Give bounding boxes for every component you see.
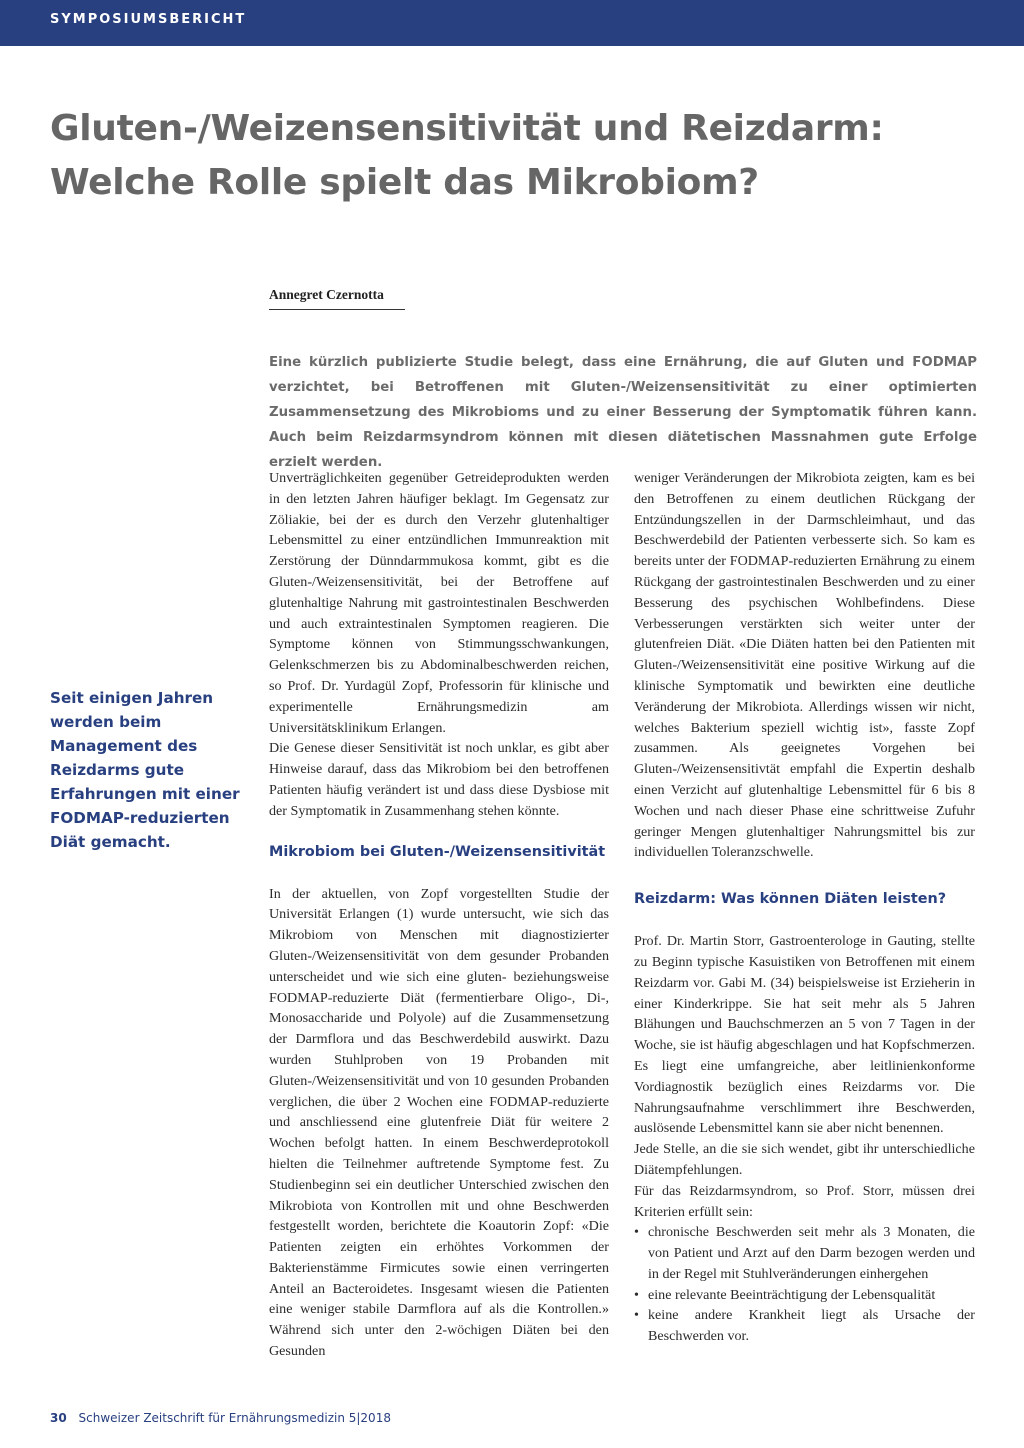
paragraph: Für das Reizdarmsyndrom, so Prof. Storr, müssen drei Kriterien erfüllt sein:	[634, 1182, 975, 1220]
list-item: • eine relevante Beeinträchtigung der Lebensqualität	[634, 1285, 975, 1306]
paragraph: In der aktuellen, von Zopf vorgestellten Studie der Universität Erlangen (1) wurde untersucht, wie sich das Mikrobiom von Menschen mit diagnostizierter Gluten-/Weizensensitivität von dem gesunder Probanden unterscheidet und wie sich eine gluten- beziehungsweise FODMAP-reduzierte Diät (fermentierbare Oligo-, Di-, Monosaccharide und Polyole) auf die Zusammensetzung der Darmflora und das Beschwerdebild auswirkt. Dazu wurden Stuhlproben von 19 Probanden mit Gluten-/Weizensensitivität und von 10 gesunden Probanden verglichen, die über 2 Wochen eine FODMAP-reduzierte und anschliessend eine glutenfreie Diät für weitere 2 Wochen befolgt hatten. In einem Beschwerdeprotokoll hielten die Teilnehmer auftretende Symptome fest. Zu Studienbeginn sei ein deutlicher Unterschied zwischen den Mikrobiota von Kontrollen mit und ohne Beschwerden festgestellt worden, berichtete die Koautorin Zopf: «Die Patienten zeigten ein erhöhtes Vorkommen der Bakterienstämme Firmicutes sowie einen verringerten Anteil an Bacteroidetes. Insgesamt wiesen die Patienten eine weniger stabile Darmflora auf als die Kontrollen.» Während sich unter den 2-wöchigen Diäten bei den Gesunden	[269, 885, 609, 1360]
paragraph: Die Genese dieser Sensitivität ist noch unklar, es gibt aber Hinweise darauf, dass das Mikrobiom bei den betroffenen Patienten häufig verändert ist und dass diese Dysbiose mit der Symptomatik in Zusammenhang stehen könnte.	[269, 740, 609, 819]
journal-name: Schweizer Zeitschrift für Ernährungsmedizin 5|2018	[78, 1411, 391, 1425]
pull-quote: Seit einigen Jahren werden beim Management des Reizdarms gute Erfahrungen mit einer FODMAP-reduzierten Diät gemacht.	[50, 689, 240, 851]
paragraph: weniger Veränderungen der Mikrobiota zeigten, kam es bei den Betroffenen zu einem deutlichen Rückgang der Entzündungszellen in der Darmschleimhaut, und das Beschwerdebild der Patienten verbesserte sich. So kam es bereits unter der FODMAP-reduzierten Ernährung zu einem Rückgang der gastrointestinalen Beschwerden und zu einer Besserung des psychischen Wohlbefindens. Diese Verbesserungen verstärkten sich weiter unter der glutenfreien Diät. «Die Diäten hatten bei den Patienten mit Gluten-/Weizensensitivität eine positive Wirkung auf die klinische Symptomatik und bewirkten eine deutliche Veränderung der Mikrobiota. Allerdings wissen wir nicht, welches Bakterium speziell wichtig ist», fasste Zopf zusammen. Als geeignetes Vorgehen bei Gluten-/Weizensensitivtät empfahl die Expertin deshalb einen Verzicht auf glutenhaltige Lebensmittel für 6 bis 8 Wochen und nach dieser Phase eine schrittweise Zufuhr geringer Mengen glutenhaltiger Nahrungsmittel bis zur individuellen Toleranzschwelle.	[634, 470, 975, 861]
right-text-column	[634, 468, 975, 1347]
header-bar	[0, 0, 1024, 46]
article-lead: Eine kürzlich publizierte Studie belegt, dass eine Ernährung, die auf Gluten und FODMAP verzichtet, bei Betroffenen mit Gluten-/Weizensensitivität zu einer optimierten Zusammensetzung des Mikrobioms und zu einer Besserung der Symptomatik führen kann. Auch beim Reizdarmsyndrom können mit diesen diätetischen Massnahmen gute Erfolge erzielt werden.	[269, 355, 977, 470]
paragraph: Prof. Dr. Martin Storr, Gastroenterologe in Gauting, stellte zu Beginn typische Kasuistiken von Betroffenen mit einem Reizdarm vor. Gabi M. (34) beispielsweise ist Erzieherin in einer Kinderkrippe. Sie hat seit mehr als 5 Jahren Blähungen und Bauchschmerzen an 5 von 7 Tagen in der Woche, sie ist häufig abgeschlagen und hat Kopfschmerzen. Es liegt eine umfangreiche, aber leitlinienkonforme Vordiagnostik bezüglich eines Reizdarms vor. Die Nahrungsaufnahme verschlimmert ihre Beschwerden, auslösende Lebensmittel kann sie aber nicht benennen.	[634, 933, 975, 1137]
section-heading: Mikrobiom bei Gluten-/Weizensensitivität	[269, 843, 606, 860]
left-text-column	[269, 468, 609, 1362]
paragraph: Unverträglichkeiten gegenüber Getreideprodukten werden in den letzten Jahren häufiger beklagt. Im Gegensatz zur Zöliakie, bei der es durch den Verzehr glutenhaltiger Lebensmittel zu einer entzündlichen Immunreaktion mit Zerstörung der Dünndarmmukosa kommt, gibt es die Gluten-/Weizensensitivität, bei der Betroffene auf glutenhaltige Nahrung mit gastrointestinalen Beschwerden und auch extraintestinalen Symptomen reagieren. Die Symptome können von Stimmungsschwankungen, Gelenkschmerzen bis zu Abdominalbeschwerden reichen, so Prof. Dr. Yurdagül Zopf, Professorin für klinische und experimentelle Ernährungsmedizin am Universitätsklinikum Erlangen.	[269, 470, 609, 736]
list-item: • keine andere Krankheit liegt als Ursache der Beschwerden vor.	[634, 1305, 975, 1347]
page-number: 30	[50, 1411, 67, 1425]
page-footer	[50, 1411, 391, 1425]
article-title: Gluten-/Weizensensitivität und Reizdarm: Welche Rolle spielt das Mikrobiom?	[50, 108, 884, 203]
criteria-list	[634, 1222, 975, 1347]
section-label: SYMPOSIUMSBERICHT	[50, 12, 247, 27]
section-heading: Reizdarm: Was können Diäten leisten?	[634, 891, 947, 908]
paragraph: Jede Stelle, an die sie sich wendet, gibt ihr unterschiedliche Diätempfehlungen.	[634, 1141, 975, 1178]
author-name: Annegret Czernotta	[269, 287, 405, 310]
list-item: • chronische Beschwerden seit mehr als 3 Monaten, die von Patient und Arzt auf den Darm bezogen werden und in der Regel mit Stuhlveränderungen einhergehen	[634, 1222, 975, 1284]
